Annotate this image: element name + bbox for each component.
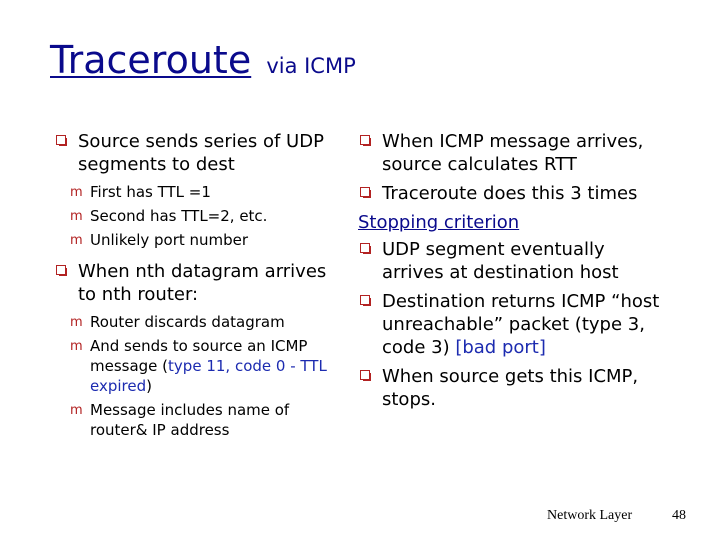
- bullet-box-icon: [360, 243, 371, 254]
- bullet-text: When nth datagram arrives to nth router:: [78, 261, 327, 305]
- sub-bullet-text: First has TTL =1: [90, 183, 211, 201]
- sub-bullet-icon: m: [70, 209, 83, 224]
- bullet-icmp-arrives: [360, 130, 660, 176]
- footer-label: Network Layer: [547, 508, 633, 523]
- sub-bullet-icon: m: [70, 339, 83, 354]
- sub-bullet-icon: m: [70, 315, 83, 330]
- bullet-repeat: [360, 182, 660, 205]
- bullet-text: Traceroute does this 3 times: [382, 183, 638, 204]
- sub-bullets-router: [56, 312, 346, 440]
- bullet-box-icon: [360, 295, 371, 306]
- sub-bullet-icon: m: [70, 185, 83, 200]
- bullet-box-icon: [360, 135, 371, 146]
- bad-port-highlight: [bad port]: [455, 337, 546, 358]
- sub-bullet-icon: m: [70, 233, 83, 248]
- bullet-text: When source gets this ICMP, stops.: [382, 366, 639, 410]
- title-main: Traceroute: [50, 38, 252, 82]
- left-column: [56, 130, 346, 450]
- right-column: [360, 130, 660, 417]
- page-number: 48: [672, 508, 686, 523]
- sub-bullet: [56, 312, 346, 332]
- sub-bullets-ttl: [56, 182, 346, 250]
- sub-bullet-text-pre: And sends to source an ICMP message (: [90, 337, 308, 375]
- sub-bullet: [56, 182, 346, 202]
- sub-bullet-text: Message includes name of router& IP address: [90, 401, 290, 439]
- sub-bullet-icon: m: [70, 403, 83, 418]
- sub-bullet-text: Second has TTL=2, etc.: [90, 207, 268, 225]
- sub-bullet-text: Router discards datagram: [90, 313, 285, 331]
- stopping-criterion-heading: Stopping criterion: [358, 212, 520, 233]
- bullet-stops: [360, 365, 660, 411]
- slide-title: [50, 38, 356, 82]
- bullet-text: When ICMP message arrives, source calculates RTT: [382, 131, 644, 175]
- bullet-host-unreachable: [360, 290, 660, 359]
- bullet-box-icon: [360, 187, 371, 198]
- sub-bullet: [56, 206, 346, 226]
- bullet-udp-arrives: [360, 238, 660, 284]
- icmp-type-highlight: type 11, code 0 - TTL expired: [90, 357, 327, 395]
- bullet-text: Source sends series of UDP segments to dest: [78, 131, 324, 175]
- bullet-source-sends: [56, 130, 346, 176]
- bullet-nth-datagram: [56, 260, 346, 306]
- sub-bullet-text: Unlikely port number: [90, 231, 249, 249]
- sub-bullet: [56, 230, 346, 250]
- bullet-box-icon: [56, 265, 67, 276]
- title-subtitle: via ICMP: [266, 54, 356, 78]
- bullet-box-icon: [56, 135, 67, 146]
- sub-bullet: [56, 336, 346, 396]
- bullet-text: Destination returns ICMP “host unreachable” packet (type 3, code 3): [382, 291, 660, 358]
- bullet-text: UDP segment eventually arrives at destination host: [382, 239, 619, 283]
- sub-bullet: [56, 400, 346, 440]
- sub-bullet-text-post: ): [146, 377, 152, 395]
- bullet-box-icon: [360, 370, 371, 381]
